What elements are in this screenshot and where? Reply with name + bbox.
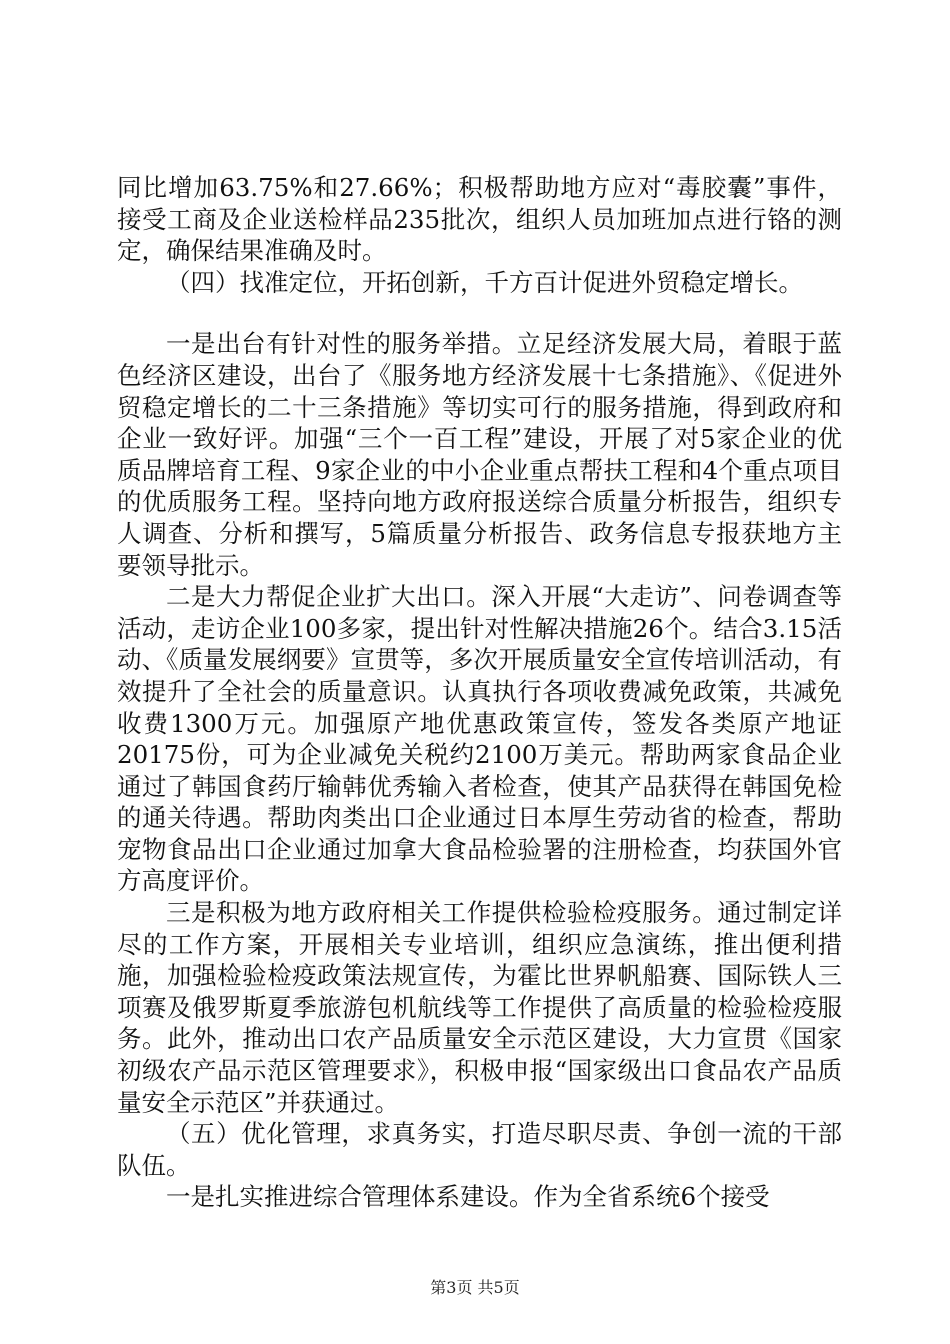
paragraph-export-support: 二是大力帮促企业扩大出口。深入开展“大走访”、问卷调查等活动，走访企业100多家，提出针对性解决措施26个。结合3.15活动、《质量发展纲要》宣贯等，多次开展质量安全宣传培训活动，有效提升了全社会的质量意识。认真执行各项收费减免政策，共减免收费1300万元。加强原产地优惠政策宣传，签发各类原产地证20175份，可为企业减免关税约2100万美元。帮助两家食品企业通过了韩国食药厅输韩优秀输入者检查，使其产品获得在韩国免检的通关待遇。帮助肉类出口企业通过日本厚生劳动省的检查，帮助宠物食品出口企业通过加拿大食品检验署的注册检查，均获国外官方高度评价。: [117, 582, 842, 896]
document-body: [117, 172, 842, 1213]
paragraph-management-system: 一是扎实推进综合管理体系建设。作为全省系统6个接受: [166, 1182, 770, 1212]
page-number-footer: 第3页 共5页: [430, 1278, 520, 1297]
paragraph-service-measures: 一是出台有针对性的服务举措。立足经济发展大局，着眼于蓝色经济区建设，出台了《服务地方经济发展十七条措施》、《促进外贸稳定增长的二十三条措施》等切实可行的服务措施，得到政府和企业一致好评。加强“三个一百工程”建设，开展了对5家企业的优质品牌培育工程、9家企业的中小企业重点帮扶工程和4个重点项目的优质服务工程。坚持向地方政府报送综合质量分析报告，组织专人调查、分析和撰写，5篇质量分析报告、政务信息专报获地方主要领导批示。: [117, 329, 842, 580]
section-heading-four: （四）找准定位，开拓创新，千方百计促进外贸稳定增长。: [166, 267, 803, 297]
section-heading-five: （五）优化管理，求真务实，打造尽职尽责、争创一流的干部队伍。: [117, 1119, 842, 1180]
paragraph-government-services: 三是积极为地方政府相关工作提供检验检疫服务。通过制定详尽的工作方案，开展相关专业培训，组织应急演练，推出便利措施，加强检验检疫政策法规宣传，为霍比世界帆船赛、国际铁人三项赛及俄罗斯夏季旅游包机航线等工作提供了高质量的检验检疫服务。此外，推动出口农产品质量安全示范区建设，大力宣贯《国家初级农产品示范区管理要求》，积极申报“国家级出口食品农产品质量安全示范区”并获通过。: [117, 898, 842, 1117]
paragraph-continuation: 同比增加63.75%和27.66%；积极帮助地方应对“毒胶囊”事件，接受工商及企业送检样品235批次，组织人员加班加点进行铬的测定，确保结果准确及时。: [117, 173, 842, 266]
paragraph-gap: [117, 298, 842, 328]
